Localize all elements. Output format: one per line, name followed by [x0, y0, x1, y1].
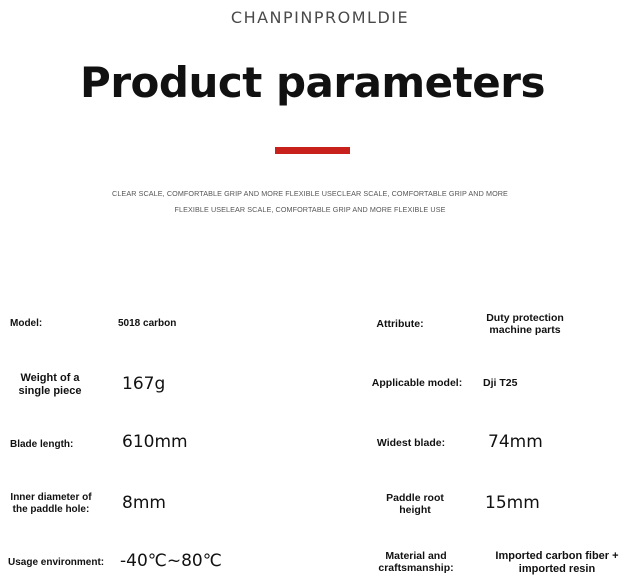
widest-label: Widest blade:: [376, 437, 446, 449]
subtitle-text: [90, 186, 530, 218]
attribute-value-line-1: Duty protection: [486, 312, 564, 324]
root-label: [375, 492, 455, 516]
attribute-value-line-2: machine parts: [489, 324, 561, 336]
applicable-label: Applicable model:: [371, 377, 463, 389]
weight-label-line-2: single piece: [18, 385, 82, 397]
material-label: [370, 550, 462, 574]
inner-label-line-1: Inner diameter of: [10, 492, 92, 503]
inner-label: [8, 492, 94, 516]
weight-label: [10, 372, 90, 398]
root-label-line-2: height: [399, 504, 431, 516]
material-value-line-2: imported resin: [518, 563, 596, 575]
widest-value: 74mm: [488, 432, 543, 452]
attribute-value: [470, 312, 580, 336]
material-value-line-1: Imported carbon fiber +: [495, 550, 619, 562]
usage-value: -40℃~80℃: [120, 551, 222, 571]
model-label: Model:: [10, 318, 43, 329]
model-value: 5018 carbon: [118, 318, 177, 329]
accent-divider: [275, 147, 350, 154]
material-value: [488, 550, 626, 576]
subtitle-line-1: CLEAR SCALE, COMFORTABLE GRIP AND MORE FLEXIBLE USECLEAR SCALE, COMFORTABLE GRIP AND MORE: [112, 189, 508, 198]
weight-label-line-1: Weight of a: [20, 372, 80, 384]
subtitle-line-2: FLEXIBLE USELEAR SCALE, COMFORTABLE GRIP AND MORE FLEXIBLE USE: [174, 205, 446, 214]
eyebrow-text: CHANPINPROMLDIE: [230, 8, 410, 27]
inner-label-line-2: the paddle hole:: [12, 504, 90, 515]
root-label-line-1: Paddle root: [386, 492, 444, 504]
material-label-line-1: Material and: [385, 550, 447, 562]
root-value: 15mm: [485, 493, 540, 513]
weight-value: 167g: [122, 374, 166, 394]
blade-length-label: Blade length:: [10, 439, 74, 450]
page-title: Product parameters: [80, 58, 545, 107]
material-label-line-2: craftsmanship:: [378, 562, 454, 574]
blade-length-value: 610mm: [122, 432, 188, 452]
usage-label: Usage environment:: [8, 557, 105, 568]
attribute-label: Attribute:: [376, 318, 424, 330]
inner-value: 8mm: [122, 493, 166, 513]
applicable-value: Dji T25: [483, 377, 518, 389]
